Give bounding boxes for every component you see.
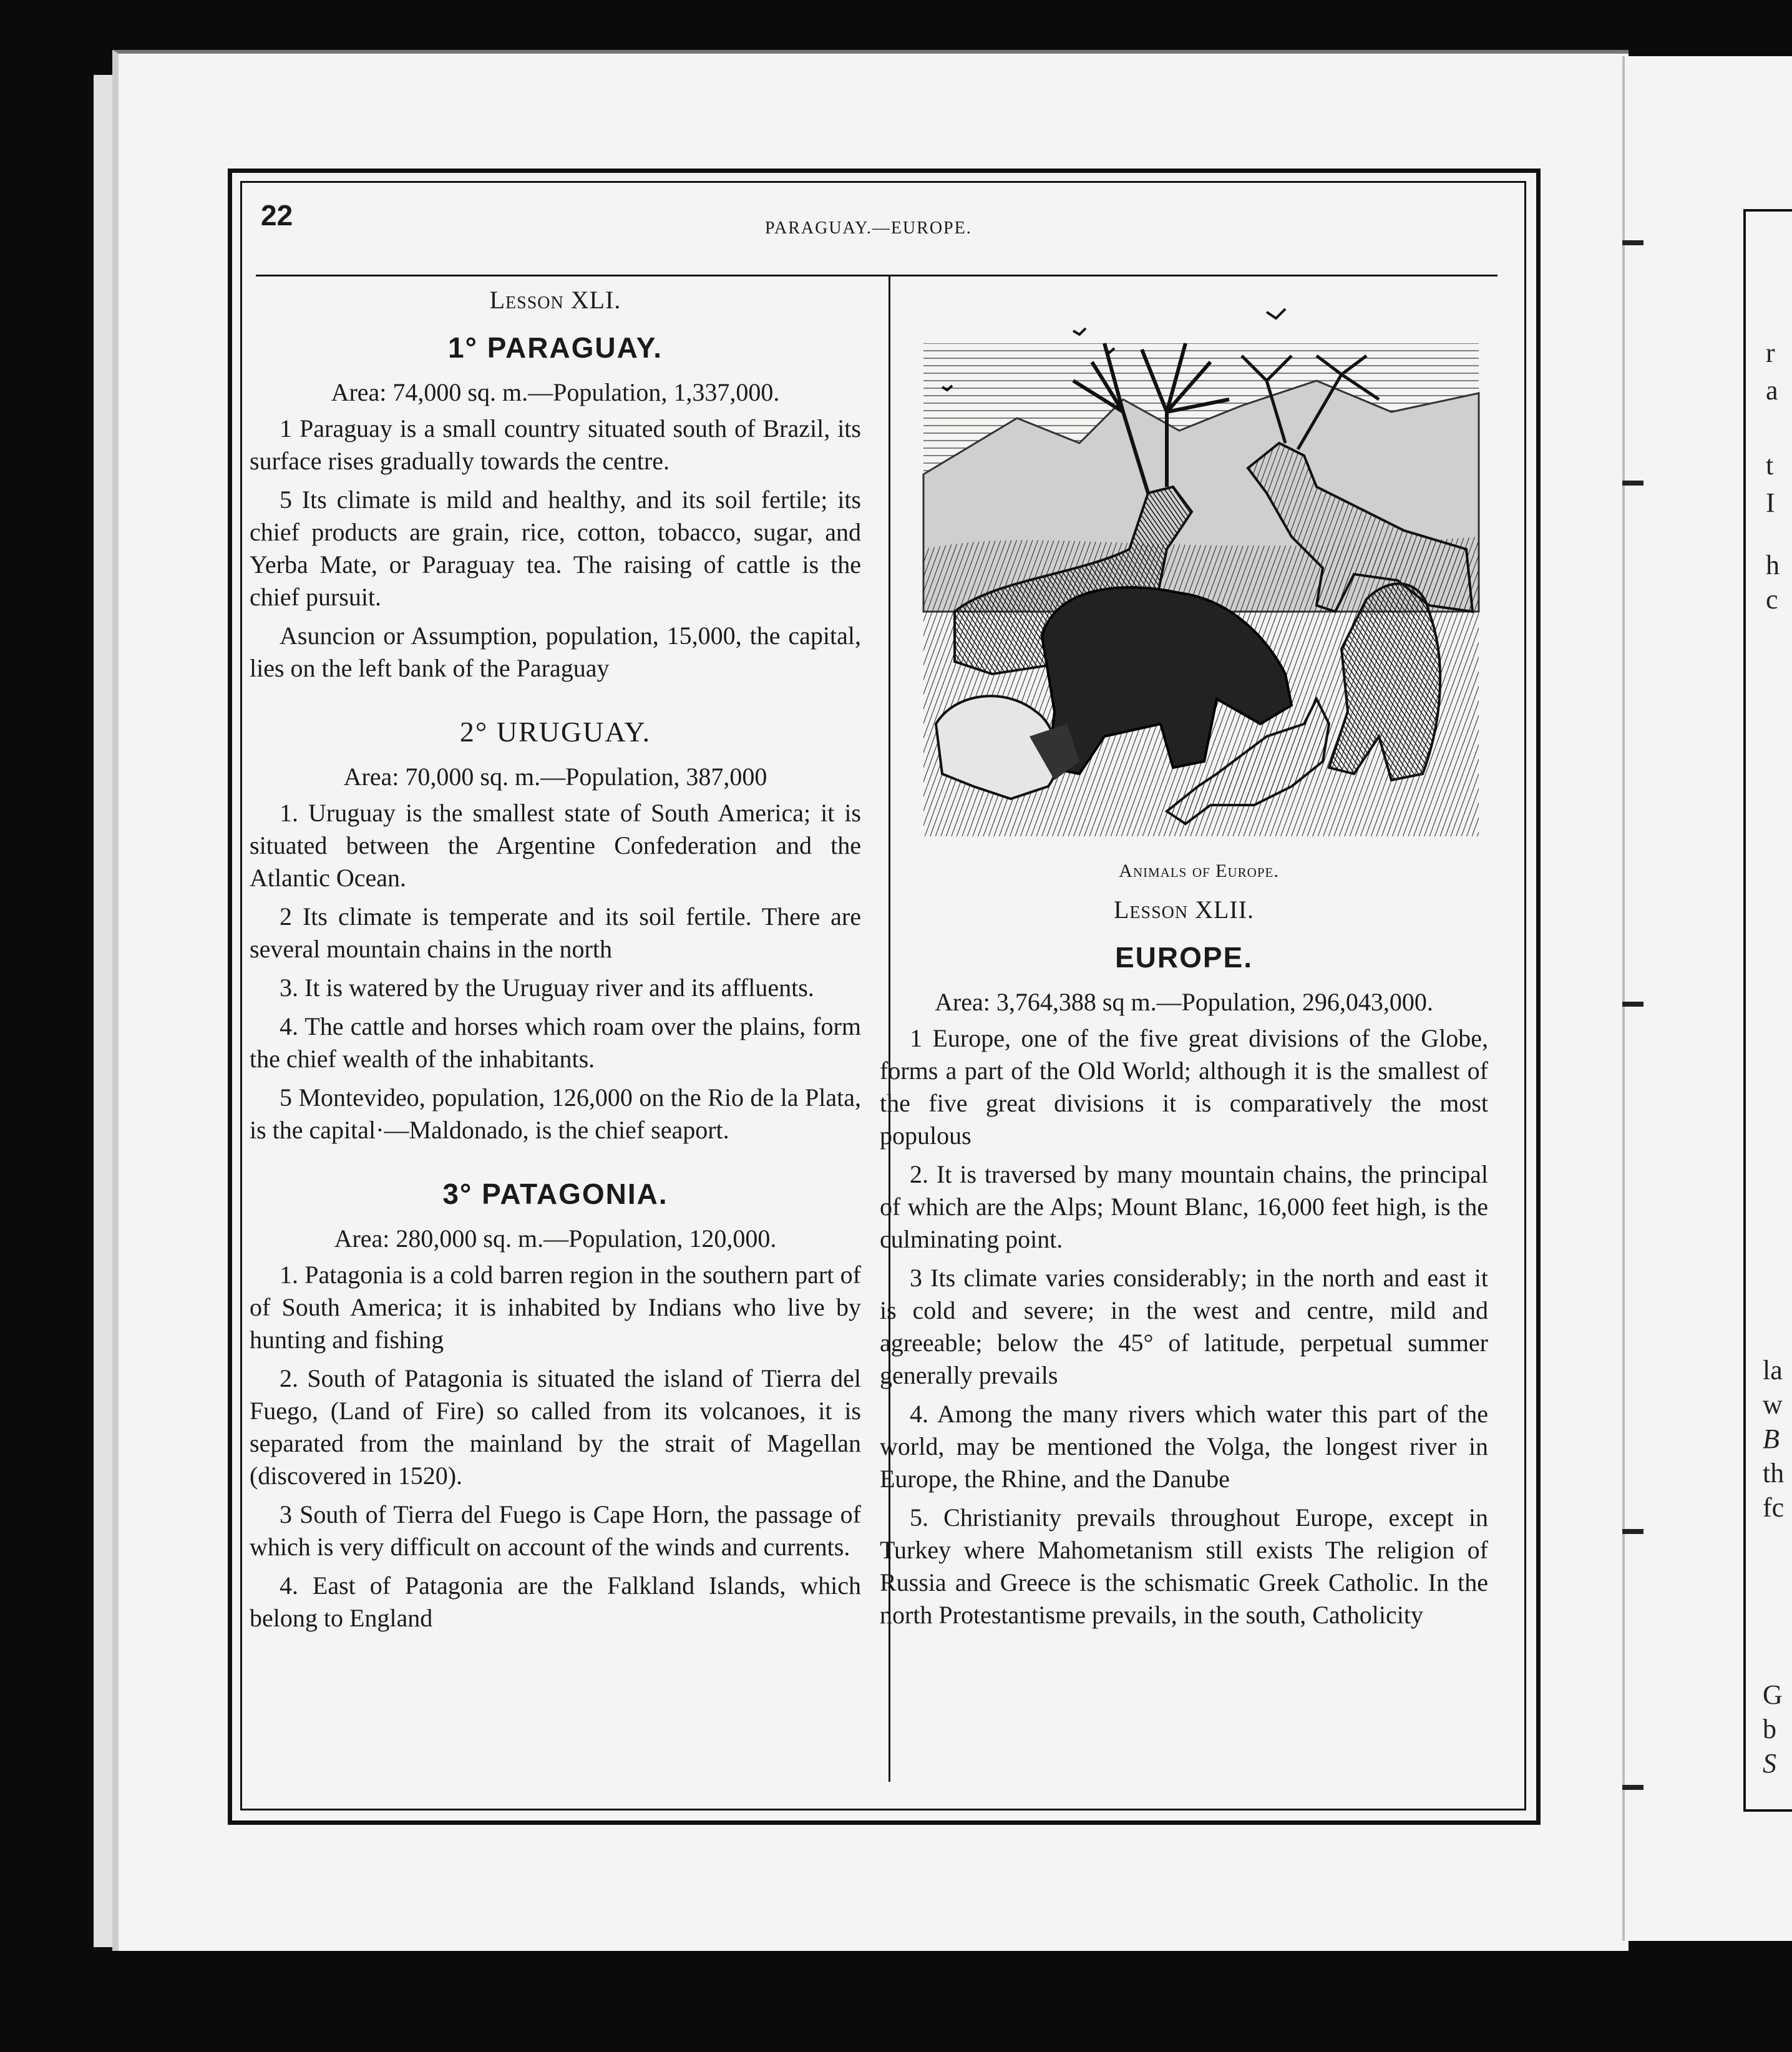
patagonia-para-2: 2. South of Patagonia is situated the island of Tierra del Fuego, (Land of Fire) so called from its volcanoes, it is separated from the mainland by the strait of Magellan (discovered in 1520).: [250, 1364, 861, 1490]
next-page-fragment: t: [1766, 450, 1774, 481]
uruguay-para-3: 3. It is watered by the Uruguay river and its affluents.: [280, 974, 814, 1002]
lesson-title: Lesson XLII.: [1113, 896, 1255, 924]
paraguay-para-3: Asuncion or Assumption, population, 15,000, the capital, lies on the left bank of the Paraguay: [250, 622, 861, 682]
animals-of-europe-engraving: [917, 287, 1485, 836]
uruguay-stats: Area: 70,000 sq. m.—Population, 387,000: [343, 763, 767, 791]
uruguay-para-4: 4. The cattle and horses which roam over the plains, form the chief wealth of the inhabitants.: [250, 1012, 861, 1073]
uruguay-para-5: 5 Montevideo, population, 126,000 on the Rio de la Plata, is the capital·—Maldonado, is the chief seaport.: [250, 1083, 861, 1144]
next-page-fragment: b: [1763, 1714, 1776, 1744]
patagonia-heading: 3° PATAGONIA.: [442, 1178, 668, 1210]
europe-stats: Area: 3,764,388 sq m.—Population, 296,043,000.: [935, 988, 1433, 1016]
uruguay-para-1: 1. Uruguay is the smallest state of South America; it is situated between the Argentine Confederation and the Atlantic Ocean.: [250, 799, 861, 892]
page-number: 22: [261, 199, 293, 232]
next-page-fragment: I: [1766, 487, 1775, 518]
next-page-fragment: w: [1763, 1389, 1783, 1420]
patagonia-para-4: 4. East of Patagonia are the Falkland Islands, which belong to England: [250, 1571, 861, 1632]
paraguay-heading: 1° PARAGUAY.: [447, 331, 663, 364]
europe-para-1: 1 Europe, one of the five great divisions of the Globe, forms a part of the Old World; although it is the smallest of the five great divisions it is comparatively the most populous: [880, 1024, 1488, 1150]
europe-para-4: 4. Among the many rivers which water this part of the world, may be mentioned the Volga, the longest river in Europe, the Rhine, and the Danube: [880, 1400, 1488, 1493]
next-page-fragment: G: [1763, 1679, 1783, 1710]
running-head: PARAGUAY.—EUROPE.: [765, 218, 972, 238]
next-page-fragment: B: [1763, 1424, 1780, 1454]
next-page-fragment: a: [1766, 375, 1778, 406]
patagonia-stats: Area: 280,000 sq. m.—Population, 120,000.: [334, 1224, 777, 1253]
patagonia-para-3: 3 South of Tierra del Fuego is Cape Horn, the passage of which is very difficult on account of the winds and currents.: [250, 1500, 861, 1561]
next-page-fragment: S: [1763, 1748, 1776, 1779]
next-page-fragment: r: [1766, 338, 1775, 368]
engraving-caption: Animals of Europe.: [1119, 861, 1279, 881]
europe-para-3: 3 Its climate varies considerably; in the north and east it is cold and severe; in the west and centre, mild and agreeable; below the 45° of latitude, perpetual summer generally prevails: [880, 1264, 1488, 1389]
patagonia-para-1: 1. Patagonia is a cold barren region in the southern part of of South America; it is inhabited by Indians who live by hunting and fishing: [250, 1261, 861, 1354]
header-rule: [256, 275, 1497, 276]
binding-stitch: [1622, 1002, 1643, 1007]
europe-para-5: 5. Christianity prevails throughout Europe, except in Turkey where Mahometanism still exists The religion of Russia and Greece is the schismatic Greek Catholic. In the north Protestantisme prevails, in the south, Catholicity: [880, 1503, 1488, 1629]
lesson-title: Lesson XLI.: [489, 286, 621, 314]
binding-stitch: [1622, 240, 1643, 245]
next-page-fragment: fc: [1763, 1492, 1785, 1523]
paraguay-para-1: 1 Paraguay is a small country situated south of Brazil, its surface rises gradually towards the centre.: [250, 414, 861, 475]
binding-stitch: [1622, 481, 1643, 486]
next-page-fragment: th: [1763, 1458, 1785, 1488]
binding-stitch: [1622, 1529, 1643, 1534]
paraguay-para-2: 5 Its climate is mild and healthy, and its soil fertile; its chief products are grain, rice, cotton, tobacco, sugar, and Yerba Mate, or Paraguay tea. The raising of cattle is the chief pursuit.: [250, 486, 861, 611]
left-column: [250, 284, 861, 1641]
uruguay-para-2: 2 Its climate is temperate and its soil fertile. There are several mountain chains in the north: [250, 902, 861, 963]
next-page-fragment: h: [1766, 550, 1780, 580]
binding-stitch: [1622, 1785, 1643, 1790]
europe-heading: EUROPE.: [1114, 941, 1254, 974]
uruguay-heading: 2° URUGUAY.: [459, 716, 651, 748]
next-page-fragment: la: [1763, 1355, 1783, 1385]
next-page-fragment: c: [1766, 584, 1778, 615]
europe-para-2: 2. It is traversed by many mountain chains, the principal of which are the Alps; Mount Blanc, 16,000 feet high, is the culminating point.: [880, 1160, 1488, 1253]
paraguay-stats: Area: 74,000 sq. m.—Population, 1,337,000.: [331, 378, 780, 406]
right-column: [880, 855, 1488, 1638]
